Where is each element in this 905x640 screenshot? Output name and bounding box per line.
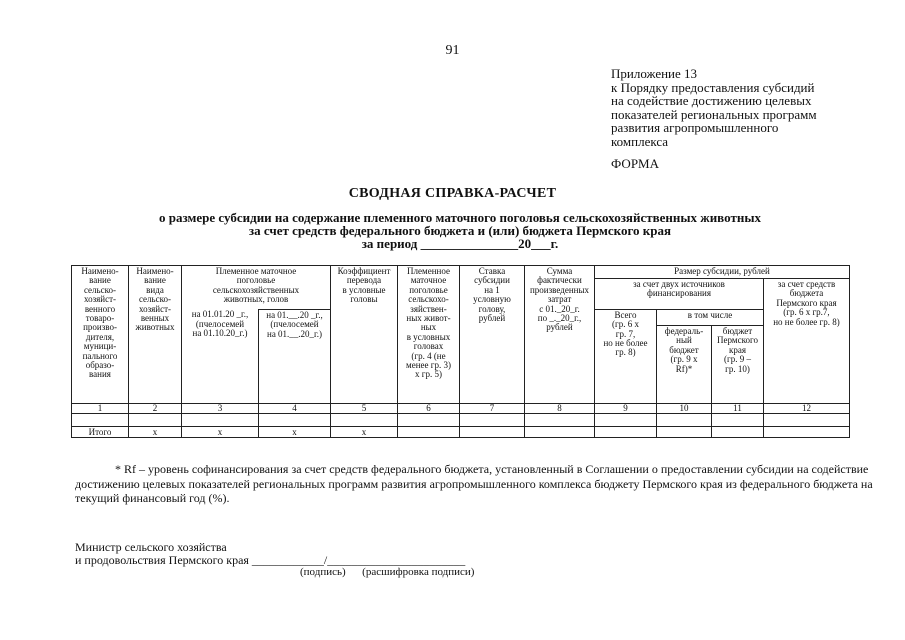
subsidy-table: [71, 265, 850, 438]
signature-caption: (подпись) (расшифровка подписи): [300, 566, 475, 578]
table-cell[interactable]: [712, 414, 764, 427]
table-cell[interactable]: [182, 414, 259, 427]
total-cell[interactable]: [460, 427, 525, 438]
table-cell[interactable]: [331, 414, 398, 427]
table-cell[interactable]: [398, 414, 460, 427]
header-federal-budget: федераль- ный бюджет (гр. 9 х Rf)*: [657, 326, 712, 404]
subtitle-line: о размере субсидии на содержание племенного маточного поголовья сельскохозяйственных животных: [159, 210, 761, 225]
table-cell[interactable]: [460, 414, 525, 427]
document-subtitle: [60, 211, 860, 250]
appendix-line: Приложение 13: [611, 66, 698, 81]
form-label: ФОРМА: [611, 156, 659, 171]
page-number: 91: [445, 43, 460, 58]
header-perm-budget-only: за счет средств бюджета Пермского края (гр. 6 х гр.7, но не более гр. 8): [764, 279, 850, 404]
total-cell[interactable]: [764, 427, 850, 438]
total-cell: х: [129, 427, 182, 438]
table-cell[interactable]: [595, 414, 657, 427]
header-animal-type: Наимено- вание вида сельско- хозяйст- венных животных: [129, 266, 182, 404]
column-number: 9: [595, 404, 657, 414]
column-number: 5: [331, 404, 398, 414]
footnote: * Rf – уровень софинансирования за счет средств федерального бюджета, установленный в Соглашении о предоставлении субсидии на содействие достижению целевых показателей региональных программ развития агропромышленного комплекса бюджету Пермского края из федерального бюджета на текущий финансовый год (%).: [75, 462, 873, 505]
appendix-line: показателей региональных программ: [611, 106, 817, 122]
column-number: 10: [657, 404, 712, 414]
table-cell[interactable]: [259, 414, 331, 427]
column-number: 8: [525, 404, 595, 414]
table-cell[interactable]: [72, 414, 129, 427]
appendix-line: на содействие достижению целевых: [611, 93, 812, 108]
total-cell: х: [331, 427, 398, 438]
header-coefficient: Коэффициент перевода в условные головы: [331, 266, 398, 404]
header-subsidy-total: Всего (гр. 6 х гр. 7, но не более гр. 8): [595, 309, 657, 403]
total-cell[interactable]: [595, 427, 657, 438]
total-cell[interactable]: [398, 427, 460, 438]
appendix-line: развития агропромышленного: [611, 120, 779, 135]
header-two-sources: за счет двух источников финансирования: [595, 279, 764, 310]
total-row: [72, 427, 850, 438]
column-number: 4: [259, 404, 331, 414]
subtitle-line: за период _______________20___г.: [361, 236, 559, 251]
table-cell[interactable]: [525, 414, 595, 427]
appendix-line: комплекса: [611, 133, 669, 149]
header-producer: Наимено- вание сельско- хозяйст- венного товаро- произво- дителя, муници- пального образо- вания: [72, 266, 129, 404]
total-cell: х: [182, 427, 259, 438]
appendix-line: к Порядку предоставления субсидий: [611, 79, 815, 95]
signature-line[interactable]: и продовольствия Пермского края ____________/_______________________: [75, 553, 466, 567]
total-label: Итого: [72, 427, 129, 438]
table-cell[interactable]: [764, 414, 850, 427]
table-cell[interactable]: [129, 414, 182, 427]
header-period-end: на 01.__.20 _г., (пчелосемей на 01.__.20_г.): [259, 309, 331, 403]
header-including: в том числе: [657, 309, 764, 325]
total-cell[interactable]: [525, 427, 595, 438]
document-title: СВОДНАЯ СПРАВКА-РАСЧЕТ: [348, 186, 557, 201]
column-number: 11: [712, 404, 764, 414]
column-number: 1: [72, 404, 129, 414]
column-number: 12: [764, 404, 850, 414]
column-number: 2: [129, 404, 182, 414]
total-cell[interactable]: [657, 427, 712, 438]
header-conditional-heads: Племенное маточное поголовье сельскохо- зяйствен- ных живот- ных в условных головах (гр. 4 (не менее гр. 3) х гр. 5): [398, 266, 460, 404]
header-subsidy-rate: Ставка субсидии на 1 условную голову, рублей: [460, 266, 525, 404]
signature-title: Министр сельского хозяйства: [75, 540, 227, 554]
table-cell[interactable]: [657, 414, 712, 427]
total-cell[interactable]: [712, 427, 764, 438]
column-number: 7: [460, 404, 525, 414]
column-number: 6: [398, 404, 460, 414]
header-actual-costs: Сумма фактически произведенных затрат с 01._20_г. по _._20_г., рублей: [525, 266, 595, 404]
header-period-start: на 01.01.20 _г., (пчелосемей на 01.10.20_г.): [182, 309, 259, 403]
signature-block: [75, 541, 465, 567]
header-perm-budget: бюджет Пермского края (гр. 9 – гр. 10): [712, 326, 764, 404]
total-cell: х: [259, 427, 331, 438]
appendix-block: [611, 67, 881, 148]
table-row: [72, 414, 850, 427]
header-livestock: Племенное маточное поголовье сельскохозяйственных животных, голов: [182, 266, 331, 310]
column-number: 3: [182, 404, 259, 414]
header-subsidy-size: Размер субсидии, рублей: [595, 266, 850, 279]
subtitle-line: за счет средств федерального бюджета и (или) бюджета Пермского края: [248, 223, 672, 238]
